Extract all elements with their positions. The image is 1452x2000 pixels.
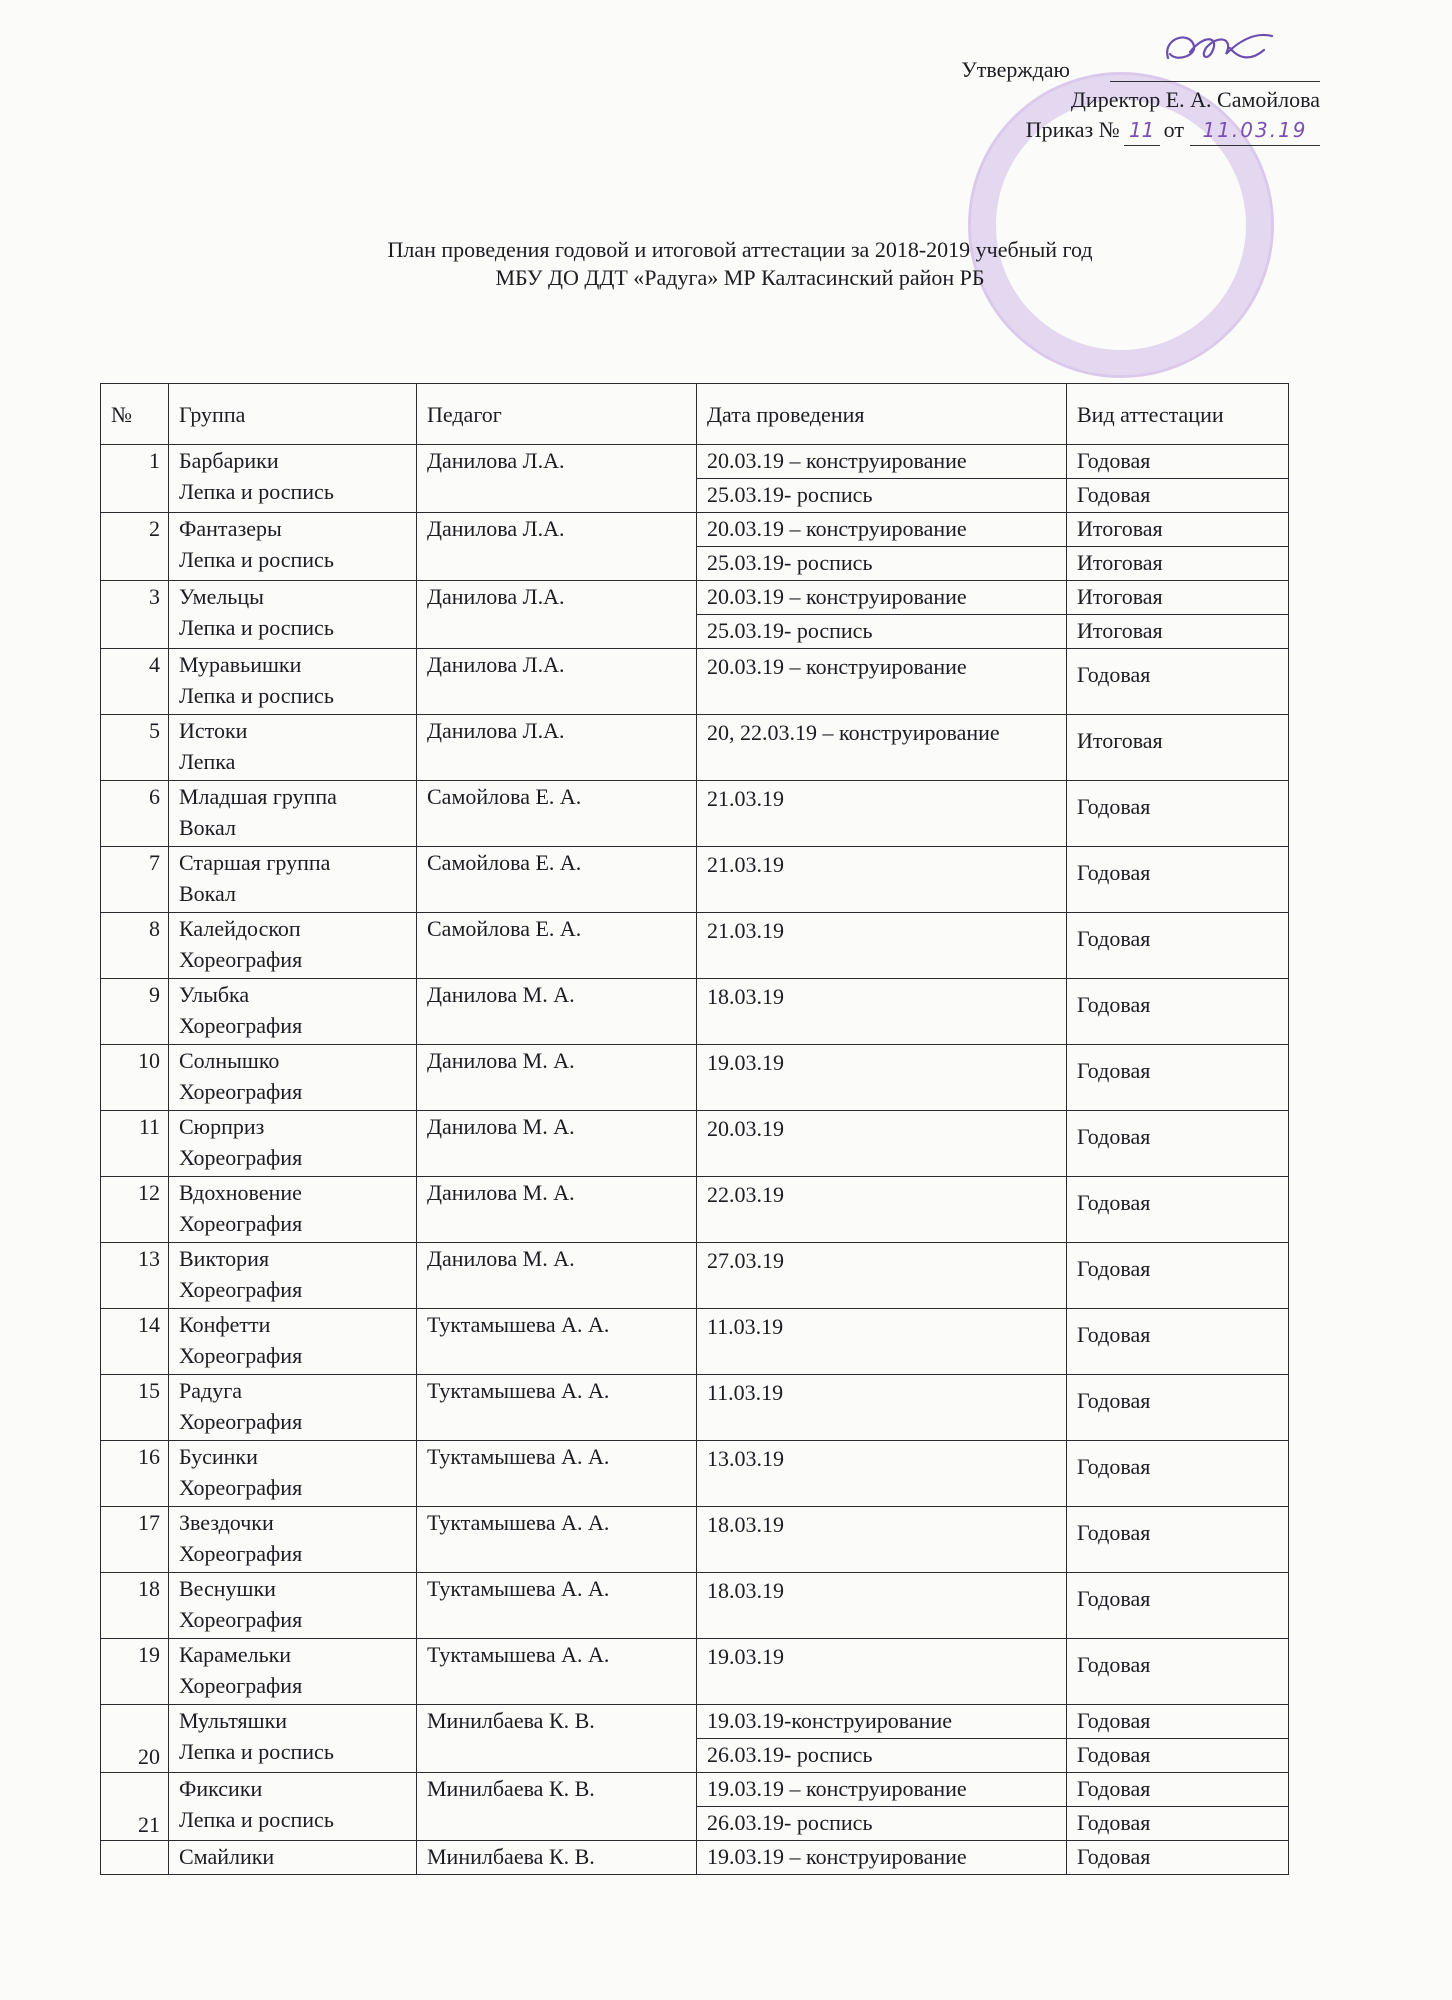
date-cell: 11.03.19 [697, 1375, 1067, 1441]
teacher-cell: Туктамышева А. А. [417, 1573, 697, 1639]
date-cell: 20.03.19 – конструирование [697, 649, 1067, 715]
type-cell: Годовая [1067, 1773, 1289, 1807]
row-number: 3 [101, 581, 169, 649]
group-subject: Хореография [179, 1541, 303, 1566]
type-cell: Итоговая [1067, 615, 1289, 649]
group-cell [169, 1177, 417, 1243]
group-cell [169, 913, 417, 979]
table-row [101, 1705, 1289, 1739]
teacher-cell: Данилова М. А. [417, 1177, 697, 1243]
group-name: Барбарики [179, 448, 279, 473]
type-cell: Годовая [1067, 1111, 1289, 1177]
header-row [101, 384, 1289, 445]
table-body [101, 445, 1289, 1875]
group-subject: Хореография [179, 947, 303, 972]
date-cell: 20, 22.03.19 – конструирование [697, 715, 1067, 781]
table-row [101, 1045, 1289, 1111]
order-line [960, 115, 1320, 146]
type-cell: Годовая [1067, 1375, 1289, 1441]
group-subject: Хореография [179, 1607, 303, 1632]
date-cell: 20.03.19 – конструирование [697, 581, 1067, 615]
type-cell: Годовая [1067, 1705, 1289, 1739]
group-cell [169, 1441, 417, 1507]
table-row [101, 445, 1289, 479]
group-name: Муравьишки [179, 652, 302, 677]
table-row [101, 1773, 1289, 1807]
type-cell: Годовая [1067, 1309, 1289, 1375]
type-cell: Годовая [1067, 649, 1289, 715]
row-number: 13 [101, 1243, 169, 1309]
table-header [101, 384, 1289, 445]
group-name: Калейдоскоп [179, 916, 301, 941]
date-cell: 21.03.19 [697, 913, 1067, 979]
group-name: Улыбка [179, 982, 250, 1007]
group-cell [169, 781, 417, 847]
group-name: Мультяшки [179, 1708, 288, 1733]
table-row [101, 649, 1289, 715]
table-row [101, 1243, 1289, 1309]
row-number: 18 [101, 1573, 169, 1639]
group-cell [169, 1309, 417, 1375]
group-subject: Хореография [179, 1343, 303, 1368]
group-name: Конфетти [179, 1312, 271, 1337]
type-cell: Годовая [1067, 1739, 1289, 1773]
row-number: 17 [101, 1507, 169, 1573]
group-cell [169, 513, 417, 581]
row-number: 6 [101, 781, 169, 847]
group-cell [169, 1773, 417, 1841]
group-name: Веснушки [179, 1576, 276, 1601]
row-number: 11 [101, 1111, 169, 1177]
group-cell [169, 1573, 417, 1639]
table-row [101, 581, 1289, 615]
group-name: Смайлики [179, 1844, 275, 1869]
teacher-cell: Минилбаева К. В. [417, 1705, 697, 1773]
table-row [101, 1309, 1289, 1375]
header-type: Вид аттестации [1067, 384, 1289, 445]
type-cell: Годовая [1067, 913, 1289, 979]
row-number: 19 [101, 1639, 169, 1705]
table-row [101, 1177, 1289, 1243]
group-cell [169, 979, 417, 1045]
type-cell: Годовая [1067, 979, 1289, 1045]
date-cell: 13.03.19 [697, 1441, 1067, 1507]
row-number: 8 [101, 913, 169, 979]
group-subject: Лепка и роспись [179, 479, 334, 504]
table-row [101, 979, 1289, 1045]
table-row [101, 513, 1289, 547]
group-cell [169, 1841, 417, 1875]
group-subject: Хореография [179, 1673, 303, 1698]
date-cell: 21.03.19 [697, 847, 1067, 913]
date-cell: 11.03.19 [697, 1309, 1067, 1375]
row-number: 7 [101, 847, 169, 913]
type-cell: Годовая [1067, 1507, 1289, 1573]
group-subject: Вокал [179, 815, 236, 840]
teacher-cell: Минилбаева К. В. [417, 1773, 697, 1841]
group-cell [169, 847, 417, 913]
header-group: Группа [169, 384, 417, 445]
group-name: Фиксики [179, 1776, 263, 1801]
row-number: 9 [101, 979, 169, 1045]
date-cell: 19.03.19 [697, 1045, 1067, 1111]
row-number: 21 [101, 1773, 169, 1841]
group-name: Радуга [179, 1378, 242, 1403]
order-number: 11 [1124, 115, 1160, 146]
teacher-cell: Самойлова Е. А. [417, 847, 697, 913]
group-name: Вдохновение [179, 1180, 302, 1205]
teacher-cell: Данилова М. А. [417, 979, 697, 1045]
type-cell: Итоговая [1067, 581, 1289, 615]
group-subject: Хореография [179, 1145, 303, 1170]
row-number: 12 [101, 1177, 169, 1243]
group-name: Карамельки [179, 1642, 292, 1667]
teacher-cell: Данилова Л.А. [417, 513, 697, 581]
approve-label: Утверждаю [960, 55, 1320, 85]
date-cell: 25.03.19- роспись [697, 615, 1067, 649]
group-name: Сюрприз [179, 1114, 265, 1139]
group-cell [169, 1507, 417, 1573]
teacher-cell: Данилова М. А. [417, 1045, 697, 1111]
title-line-1: План проведения годовой и итоговой аттестации за 2018-2019 учебный год [387, 237, 1093, 262]
group-subject: Лепка [179, 749, 236, 774]
teacher-cell: Данилова Л.А. [417, 581, 697, 649]
table-row [101, 1375, 1289, 1441]
date-cell: 18.03.19 [697, 1507, 1067, 1573]
type-cell: Годовая [1067, 1045, 1289, 1111]
type-cell: Итоговая [1067, 547, 1289, 581]
group-cell [169, 1111, 417, 1177]
type-cell: Годовая [1067, 847, 1289, 913]
teacher-cell: Данилова Л.А. [417, 445, 697, 513]
type-cell: Годовая [1067, 1841, 1289, 1875]
date-cell: 19.03.19 – конструирование [697, 1773, 1067, 1807]
teacher-cell: Данилова М. А. [417, 1243, 697, 1309]
date-cell: 19.03.19 [697, 1639, 1067, 1705]
group-subject: Лепка и роспись [179, 683, 334, 708]
date-cell: 20.03.19 – конструирование [697, 513, 1067, 547]
teacher-cell: Данилова Л.А. [417, 715, 697, 781]
group-subject: Лепка и роспись [179, 1807, 334, 1832]
director-name: Директор Е. А. Самойлова [1070, 87, 1320, 112]
teacher-cell: Минилбаева К. В. [417, 1841, 697, 1875]
type-cell: Итоговая [1067, 715, 1289, 781]
date-cell: 20.03.19 – конструирование [697, 445, 1067, 479]
group-subject: Хореография [179, 1079, 303, 1104]
table-row [101, 913, 1289, 979]
group-name: Младшая группа [179, 784, 337, 809]
table-row [101, 1507, 1289, 1573]
date-cell: 19.03.19-конструирование [697, 1705, 1067, 1739]
row-number: 5 [101, 715, 169, 781]
date-cell: 19.03.19 – конструирование [697, 1841, 1067, 1875]
row-number: 15 [101, 1375, 169, 1441]
group-cell [169, 1705, 417, 1773]
teacher-cell: Туктамышева А. А. [417, 1309, 697, 1375]
table-row [101, 1573, 1289, 1639]
title-line-2: МБУ ДО ДДТ «Радуга» МР Калтасинский район РБ [495, 265, 985, 290]
date-cell: 20.03.19 [697, 1111, 1067, 1177]
type-cell: Годовая [1067, 1243, 1289, 1309]
group-cell [169, 581, 417, 649]
row-number: 4 [101, 649, 169, 715]
order-date: 11.03.19 [1190, 115, 1320, 146]
type-cell: Годовая [1067, 445, 1289, 479]
group-name: Истоки [179, 718, 248, 743]
group-name: Фантазеры [179, 516, 282, 541]
group-name: Солнышко [179, 1048, 280, 1073]
date-cell: 27.03.19 [697, 1243, 1067, 1309]
group-subject: Лепка и роспись [179, 547, 334, 572]
group-cell [169, 649, 417, 715]
date-cell: 26.03.19- роспись [697, 1739, 1067, 1773]
teacher-cell: Данилова Л.А. [417, 649, 697, 715]
group-name: Виктория [179, 1246, 270, 1271]
group-cell [169, 445, 417, 513]
date-cell: 21.03.19 [697, 781, 1067, 847]
teacher-cell: Данилова М. А. [417, 1111, 697, 1177]
teacher-cell: Туктамышева А. А. [417, 1507, 697, 1573]
teacher-cell: Самойлова Е. А. [417, 781, 697, 847]
group-subject: Вокал [179, 881, 236, 906]
attestation-table [100, 383, 1289, 1875]
row-number: 1 [101, 445, 169, 513]
type-cell: Годовая [1067, 1573, 1289, 1639]
type-cell: Годовая [1067, 781, 1289, 847]
type-cell: Годовая [1067, 1177, 1289, 1243]
table-row [101, 1111, 1289, 1177]
teacher-cell: Туктамышева А. А. [417, 1375, 697, 1441]
type-cell: Итоговая [1067, 513, 1289, 547]
date-cell: 18.03.19 [697, 979, 1067, 1045]
table-row [101, 1441, 1289, 1507]
date-cell: 25.03.19- роспись [697, 547, 1067, 581]
group-cell [169, 715, 417, 781]
document-title [200, 236, 1280, 292]
group-subject: Лепка и роспись [179, 1739, 334, 1764]
header-teacher: Педагог [417, 384, 697, 445]
group-subject: Лепка и роспись [179, 615, 334, 640]
group-name: Бусинки [179, 1444, 258, 1469]
group-subject: Хореография [179, 1277, 303, 1302]
table-row [101, 1639, 1289, 1705]
order-label: Приказ № [1025, 117, 1120, 142]
type-cell: Годовая [1067, 1441, 1289, 1507]
teacher-cell: Туктамышева А. А. [417, 1441, 697, 1507]
teacher-cell: Самойлова Е. А. [417, 913, 697, 979]
row-number: 14 [101, 1309, 169, 1375]
row-number: 16 [101, 1441, 169, 1507]
date-cell: 18.03.19 [697, 1573, 1067, 1639]
group-cell [169, 1243, 417, 1309]
table-row [101, 715, 1289, 781]
group-name: Звездочки [179, 1510, 274, 1535]
row-number [101, 1841, 169, 1875]
date-cell: 22.03.19 [697, 1177, 1067, 1243]
row-number: 20 [101, 1705, 169, 1773]
type-cell: Годовая [1067, 1639, 1289, 1705]
teacher-cell: Туктамышева А. А. [417, 1639, 697, 1705]
table-row [101, 847, 1289, 913]
type-cell: Годовая [1067, 479, 1289, 513]
row-number: 2 [101, 513, 169, 581]
group-subject: Хореография [179, 1211, 303, 1236]
director-signature [1160, 28, 1280, 78]
table-row [101, 1841, 1289, 1875]
group-cell [169, 1639, 417, 1705]
group-name: Старшая группа [179, 850, 331, 875]
group-name: Умельцы [179, 584, 264, 609]
header-number: № [101, 384, 169, 445]
date-cell: 26.03.19- роспись [697, 1807, 1067, 1841]
group-subject: Хореография [179, 1475, 303, 1500]
row-number: 10 [101, 1045, 169, 1111]
date-cell: 25.03.19- роспись [697, 479, 1067, 513]
type-cell: Годовая [1067, 1807, 1289, 1841]
group-cell [169, 1375, 417, 1441]
header-date: Дата проведения [697, 384, 1067, 445]
group-subject: Хореография [179, 1409, 303, 1434]
table-row [101, 781, 1289, 847]
order-from-label: от [1163, 117, 1184, 142]
group-subject: Хореография [179, 1013, 303, 1038]
group-cell [169, 1045, 417, 1111]
